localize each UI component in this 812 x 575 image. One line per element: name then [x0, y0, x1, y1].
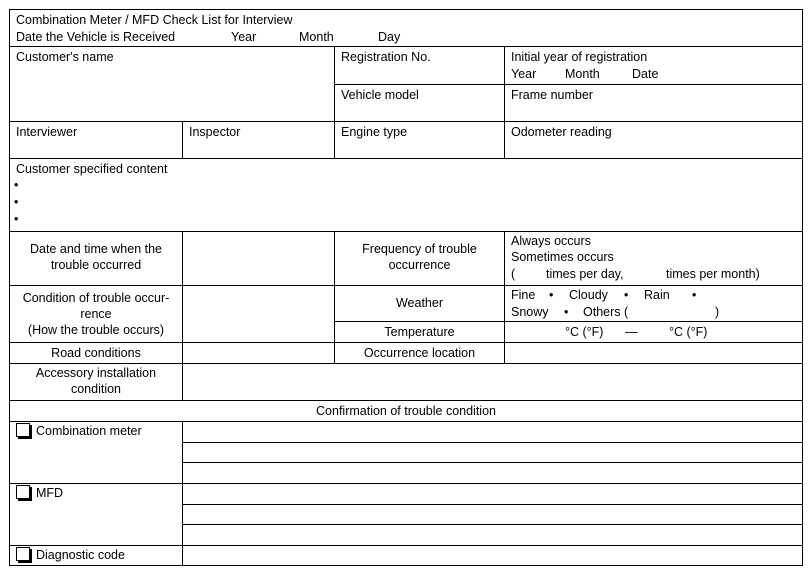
vline — [334, 46, 335, 159]
date-received-day: Day — [378, 30, 401, 44]
frequency-sometimes: Sometimes occurs — [511, 250, 614, 264]
weather-others: Others ( — [583, 305, 629, 319]
form-title: Combination Meter / MFD Check List for Interview — [16, 13, 293, 27]
vline — [504, 231, 505, 364]
accessory-line: Accessory installation — [35, 366, 157, 380]
hline — [9, 421, 803, 422]
frequency-always: Always occurs — [511, 234, 591, 248]
road-conditions-label: Road conditions — [51, 346, 141, 360]
hline — [334, 321, 803, 322]
temperature-label: Temperature — [384, 325, 455, 339]
initial-year-label: Initial year of registration — [511, 50, 648, 64]
vehicle-model-label: Vehicle model — [341, 88, 419, 102]
hline — [9, 342, 803, 343]
condition-label — [10, 290, 182, 338]
accessory-line: condition — [70, 382, 122, 396]
initial-year-fields — [511, 66, 791, 82]
hline — [9, 158, 803, 159]
frequency-times-row — [511, 266, 801, 282]
mfd-label: MFD — [36, 486, 64, 500]
datetime-trouble-label — [10, 241, 182, 273]
checkbox-icon[interactable] — [16, 547, 30, 561]
customer-content-bullet: • — [14, 178, 19, 192]
combination-meter-item[interactable] — [16, 423, 142, 439]
diagnostic-code-label: Diagnostic code — [36, 548, 125, 562]
customer-content-bullet: • — [14, 195, 19, 209]
combination-meter-label: Combination meter — [36, 424, 142, 438]
hline — [9, 545, 803, 546]
weather-row2 — [511, 304, 801, 320]
checkbox-icon[interactable] — [16, 423, 30, 437]
weather-sep: • — [692, 288, 697, 302]
weather-sep: • — [549, 288, 554, 302]
vline — [504, 46, 505, 159]
vline — [182, 363, 183, 401]
confirmation-heading: Confirmation of trouble condition — [316, 404, 496, 418]
date-received-year: Year — [231, 30, 257, 44]
occurrence-location-label: Occurrence location — [363, 346, 476, 360]
date-received-month: Month — [299, 30, 334, 44]
frequency-label — [335, 241, 504, 273]
paren-open: ( — [511, 267, 516, 281]
condition-line: rence — [80, 307, 112, 321]
diagnostic-code-item[interactable] — [16, 547, 125, 563]
hline — [9, 483, 803, 484]
temperature-unit2: °C (°F) — [669, 325, 708, 339]
hline — [182, 524, 803, 525]
initial-year-date: Date — [632, 67, 659, 81]
weather-sep: • — [564, 305, 569, 319]
customer-content-bullet: • — [14, 212, 19, 226]
weather-fine: Fine — [511, 288, 536, 302]
times-per-month: times per month) — [666, 267, 760, 281]
vline — [182, 231, 183, 364]
weather-others-close: ) — [715, 305, 720, 319]
condition-line: Condition of trouble occur- — [22, 291, 170, 305]
vline — [182, 421, 183, 566]
mfd-item[interactable] — [16, 485, 63, 501]
hline — [182, 504, 803, 505]
datetime-line: Date and time when the — [29, 242, 163, 256]
customer-content-label: Customer specified content — [16, 162, 168, 176]
temperature-unit1: °C (°F) — [565, 325, 604, 339]
inspector-label: Inspector — [189, 125, 241, 139]
checkbox-icon[interactable] — [16, 485, 30, 499]
odometer-label: Odometer reading — [511, 125, 612, 139]
weather-row1 — [511, 287, 801, 303]
border-bottom — [9, 565, 803, 566]
initial-year-year: Year — [511, 67, 537, 81]
hline — [182, 442, 803, 443]
hline — [9, 285, 803, 286]
weather-label: Weather — [395, 296, 443, 310]
date-received-label: Date the Vehicle is Received — [16, 30, 176, 44]
interviewer-label: Interviewer — [16, 125, 78, 139]
hline — [334, 84, 803, 85]
hline — [9, 46, 803, 47]
weather-rain: Rain — [644, 288, 670, 302]
hline — [182, 462, 803, 463]
condition-line: (How the trouble occurs) — [27, 323, 165, 337]
initial-year-month: Month — [565, 67, 600, 81]
weather-snowy: Snowy — [511, 305, 549, 319]
hline — [9, 121, 803, 122]
frequency-line: occurrence — [388, 258, 451, 272]
temperature-dash: — — [625, 325, 638, 339]
weather-cloudy: Cloudy — [569, 288, 608, 302]
vline — [182, 121, 183, 159]
weather-sep: • — [624, 288, 629, 302]
frequency-line: Frequency of trouble — [362, 242, 477, 256]
times-per-day: times per day, — [546, 267, 624, 281]
hline — [9, 363, 803, 364]
engine-type-label: Engine type — [341, 125, 408, 139]
date-received-row — [16, 29, 401, 45]
hline — [9, 231, 803, 232]
customer-name-label: Customer's name — [16, 50, 114, 64]
registration-no-label: Registration No. — [341, 50, 431, 64]
datetime-line: trouble occurred — [50, 258, 142, 272]
accessory-label — [10, 365, 182, 397]
hline — [9, 400, 803, 401]
frame-number-label: Frame number — [511, 88, 593, 102]
border-top — [9, 9, 803, 10]
